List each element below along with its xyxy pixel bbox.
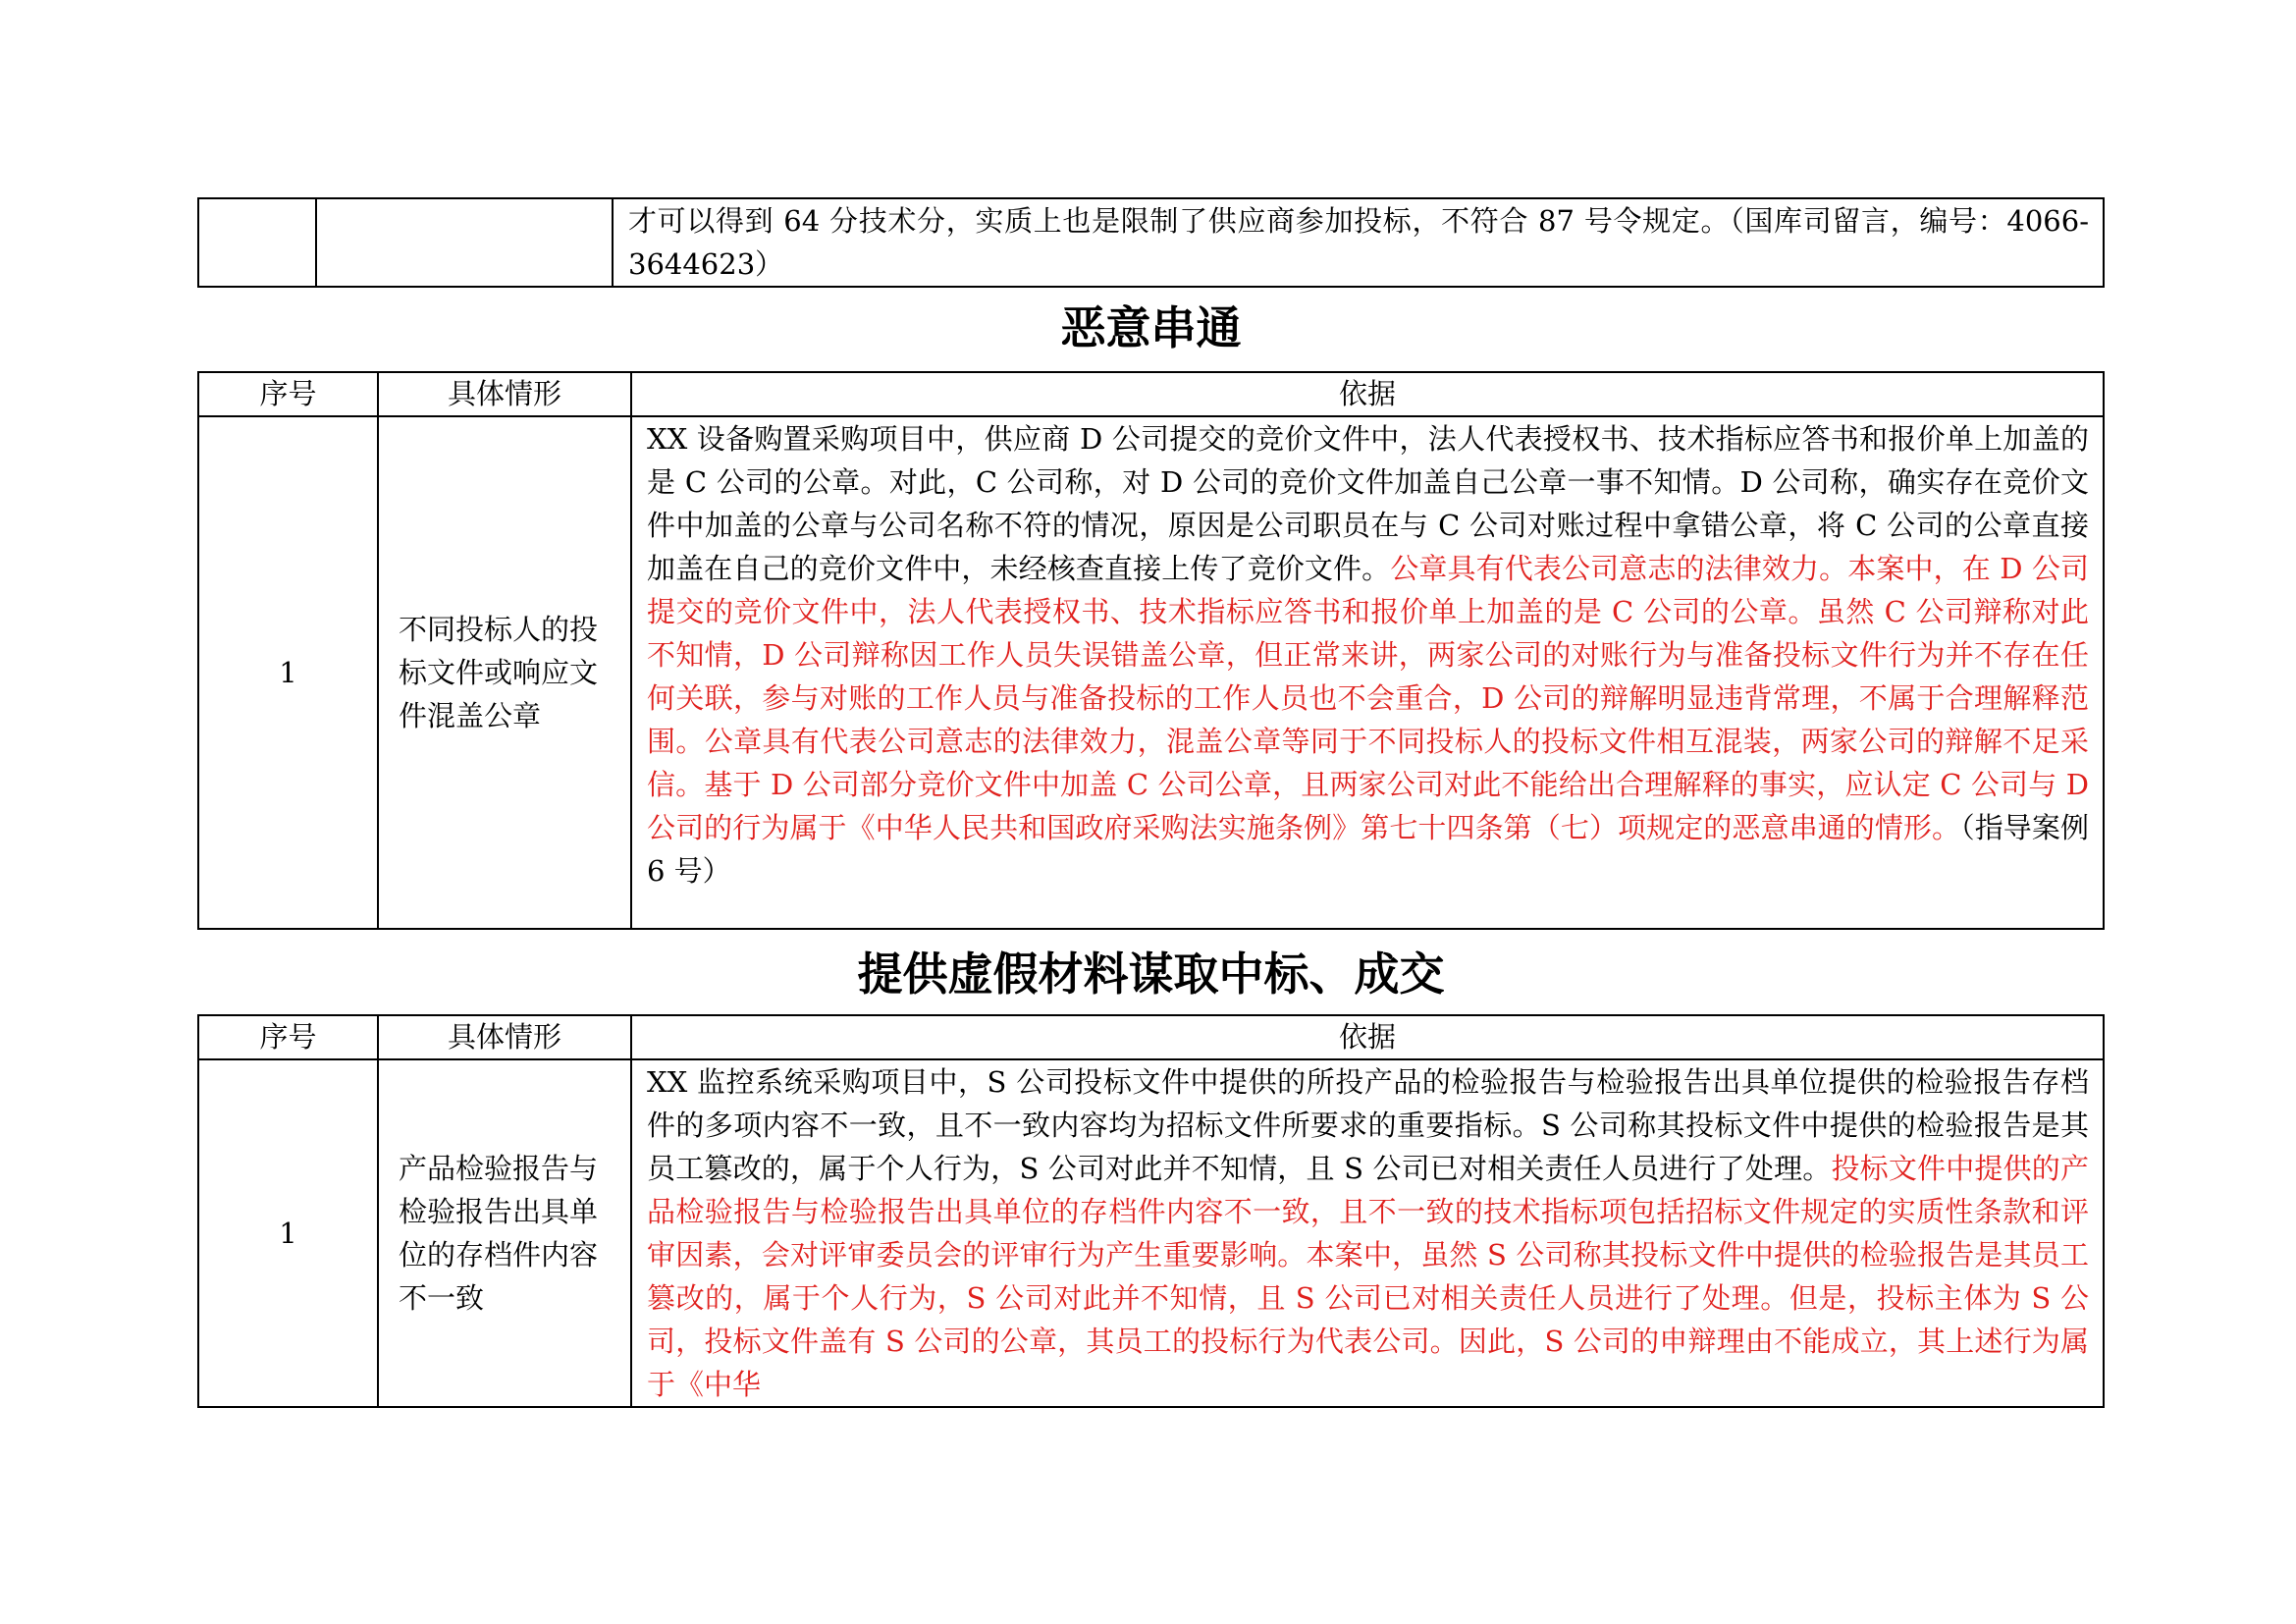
table-row bbox=[198, 416, 2104, 929]
basis-reference: （指导案例 6 号） bbox=[647, 811, 2089, 888]
section-title: 提供虚假材料谋取中标、成交 bbox=[857, 947, 1445, 1001]
section-title: 恶意串通 bbox=[1060, 301, 1242, 354]
header-num: 序号 bbox=[198, 1015, 378, 1059]
basis-ruling: 公章具有代表公司意志的法律效力。本案中，在 D 公司提交的竞价文件中，法人代表授权书、技术指标应答书和报价单上加盖的是 C 公司的公章。虽然 C 公司辩称对此不知情，D 公司辩称因工作人员失误错盖公章，但正常来讲，两家公司的对账行为与准备投标文件行为并不存在任何关联，参与对账的工作人员与准备投标的工作人员也不会重合，D 公司的辩解明显违背常理，不属于合理解释范围。公章具有代表公司意志的法律效力，混盖公章等同于不同投标人的投标文件相互混装，两家公司的辩解不足采信。基于 D 公司部分竞价文件中加盖 C 公司公章，且两家公司对此不能给出合理解释的事实，应认定 C 公司与 D 公司的行为属于《中华人民共和国政府采购法实施条例》第七十四条第（七）项规定的恶意串通的情形。 bbox=[647, 552, 2089, 844]
header-basis: 依据 bbox=[631, 372, 2104, 416]
header-basis: 依据 bbox=[631, 1015, 2104, 1059]
row-num: 1 bbox=[198, 1059, 378, 1407]
prev-table bbox=[197, 197, 2105, 288]
basis-facts: XX 设备购置采购项目中，供应商 D 公司提交的竞价文件中，法人代表授权书、技术指标应答书和报价单上加盖的是 C 公司的公章。对此，C 公司称，对 D 公司的竞价文件加盖自己公章一事不知情。D 公司称，确实存在竞价文件中加盖的公章与公司名称不符的情况，原因是公司职员在与 C 公司对账过程中拿错公章，将 C 公司的公章直接加盖在自己的竞价文件中，未经核查直接上传了竞价文件。 bbox=[647, 422, 2089, 585]
header-situation: 具体情形 bbox=[378, 1015, 631, 1059]
row-situation: 不同投标人的投标文件或响应文件混盖公章 bbox=[378, 416, 631, 929]
collusion-table bbox=[197, 371, 2105, 930]
row-basis bbox=[631, 416, 2104, 929]
prev-num-cell bbox=[198, 198, 316, 287]
row-num: 1 bbox=[198, 416, 378, 929]
false-materials-table bbox=[197, 1014, 2105, 1408]
header-situation: 具体情形 bbox=[378, 372, 631, 416]
prev-situation-cell bbox=[316, 198, 613, 287]
row-basis bbox=[631, 1059, 2104, 1407]
prev-basis-cell: 才可以得到 64 分技术分，实质上也是限制了供应商参加投标，不符合 87 号令规定。（国库司留言，编号：4066-3644623） bbox=[613, 198, 2104, 287]
basis-facts: XX 监控系统采购项目中，S 公司投标文件中提供的所投产品的检验报告与检验报告出具单位提供的检验报告存档件的多项内容不一致，且不一致内容均为招标文件所要求的重要指标。S 公司称其投标文件中提供的检验报告是其员工篡改的，属于个人行为，S 公司对此并不知情，且 S 公司已对相关责任人员进行了处理。 bbox=[647, 1065, 2089, 1185]
table-row bbox=[198, 198, 2104, 287]
row-situation: 产品检验报告与检验报告出具单位的存档件内容不一致 bbox=[378, 1059, 631, 1407]
basis-ruling: 投标文件中提供的产品检验报告与检验报告出具单位的存档件内容不一致，且不一致的技术指标项包括招标文件规定的实质性条款和评审因素，会对评审委员会的评审行为产生重要影响。本案中，虽然 S 公司称其投标文件中提供的检验报告是其员工篡改的，属于个人行为，S 公司对此并不知情，且 S 公司已对相关责任人员进行了处理。但是，投标主体为 S 公司，投标文件盖有 S 公司的公章，其员工的投标行为代表公司。因此，S 公司的申辩理由不能成立，其上述行为属于《中华 bbox=[647, 1152, 2089, 1401]
table-header-row bbox=[198, 1015, 2104, 1059]
header-num: 序号 bbox=[198, 372, 378, 416]
table-row bbox=[198, 1059, 2104, 1407]
table-header-row bbox=[198, 372, 2104, 416]
